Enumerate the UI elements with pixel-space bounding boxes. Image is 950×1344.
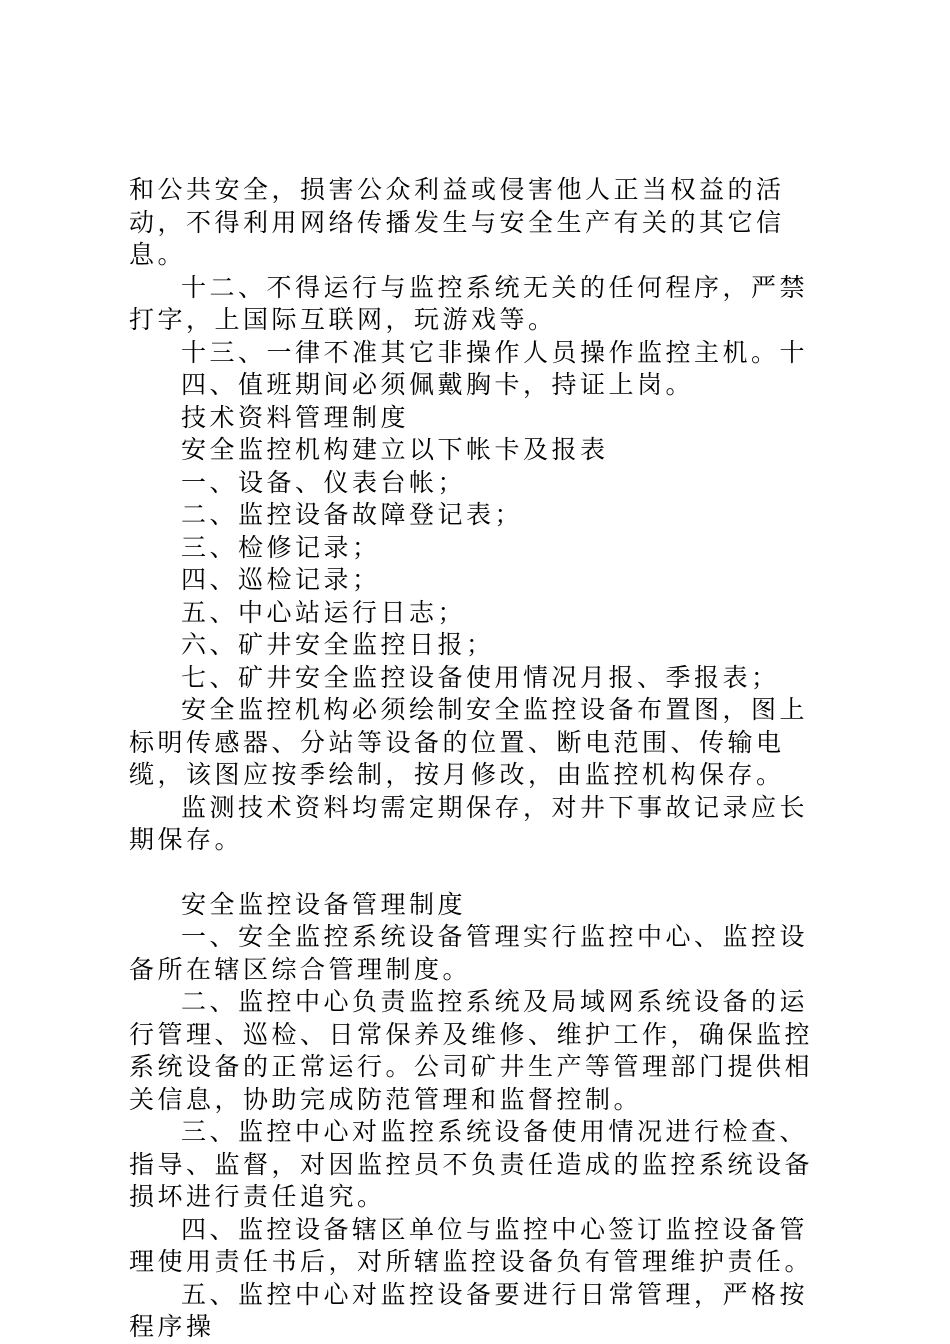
paragraph-4: 四、值班期间必须佩戴胸卡，持证上岗。 bbox=[181, 370, 695, 399]
list-item-7: 七、矿井安全监控设备使用情况月报、季报表； bbox=[181, 662, 780, 692]
paragraph-2: 十二、不得运行与监控系统无关的任何程序，严禁打字，上国际互联网，玩游戏等。 bbox=[129, 272, 809, 334]
paragraph-20: 四、监控设备辖区单位与监控中心签订监控设备管理使用责任书后，对所辖监控设备负有管理维护责任。 bbox=[129, 1214, 814, 1276]
section-heading-technical-data: 技术资料管理制度 bbox=[181, 402, 410, 432]
paragraph-1: 和公共安全，损害公众利益或侵害他人正当权益的活动，不得利用网络传播发生与安全生产有关的其它信息。 bbox=[129, 175, 785, 269]
paragraph-17: 一、安全监控系统设备管理实行监控中心、监控设备所在辖区综合管理制度。 bbox=[129, 922, 809, 984]
paragraph-6: 安全监控机构建立以下帐卡及报表 bbox=[181, 435, 609, 464]
list-item-6: 六、矿井安全监控日报； bbox=[181, 630, 495, 659]
paragraph-18: 二、监控中心负责监控系统及局域网系统设备的运行管理、巡检、日常保养及维修、维护工作，确保监控系统设备的正常运行。公司矿井生产等管理部门提供相关信息，协助完成防范管理和监督控制。 bbox=[129, 987, 814, 1114]
list-item-3: 三、检修记录； bbox=[181, 532, 381, 562]
paragraph-14: 安全监控机构必须绘制安全监控设备布置图，图上标明传感器、分站等设备的位置、断电范围、传输电缆，该图应按季绘制，按月修改，由监控机构保存。 bbox=[129, 695, 809, 789]
section-heading-equipment-management: 安全监控设备管理制度 bbox=[181, 889, 467, 919]
list-item-5: 五、中心站运行日志； bbox=[181, 597, 467, 627]
paragraph-21: 五、监控中心对监控设备要进行日常管理，严格按程序操 bbox=[129, 1279, 809, 1341]
list-item-2: 二、监控设备故障登记表； bbox=[181, 500, 524, 529]
list-item-4: 四、巡检记录； bbox=[181, 565, 381, 594]
document-body bbox=[129, 174, 829, 1344]
list-item-1: 一、设备、仪表台帐； bbox=[181, 467, 467, 497]
paragraph-gap bbox=[129, 857, 829, 889]
paragraph-3: 十三、一律不准其它非操作人员操作监控主机。十 bbox=[181, 337, 809, 367]
paragraph-15: 监测技术资料均需定期保存，对井下事故记录应长期保存。 bbox=[129, 792, 809, 854]
paragraph-19: 三、监控中心对监控系统设备使用情况进行检查、指导、监督，对因监控员不负责任造成的监控系统设备损坏进行责任追究。 bbox=[129, 1117, 814, 1211]
